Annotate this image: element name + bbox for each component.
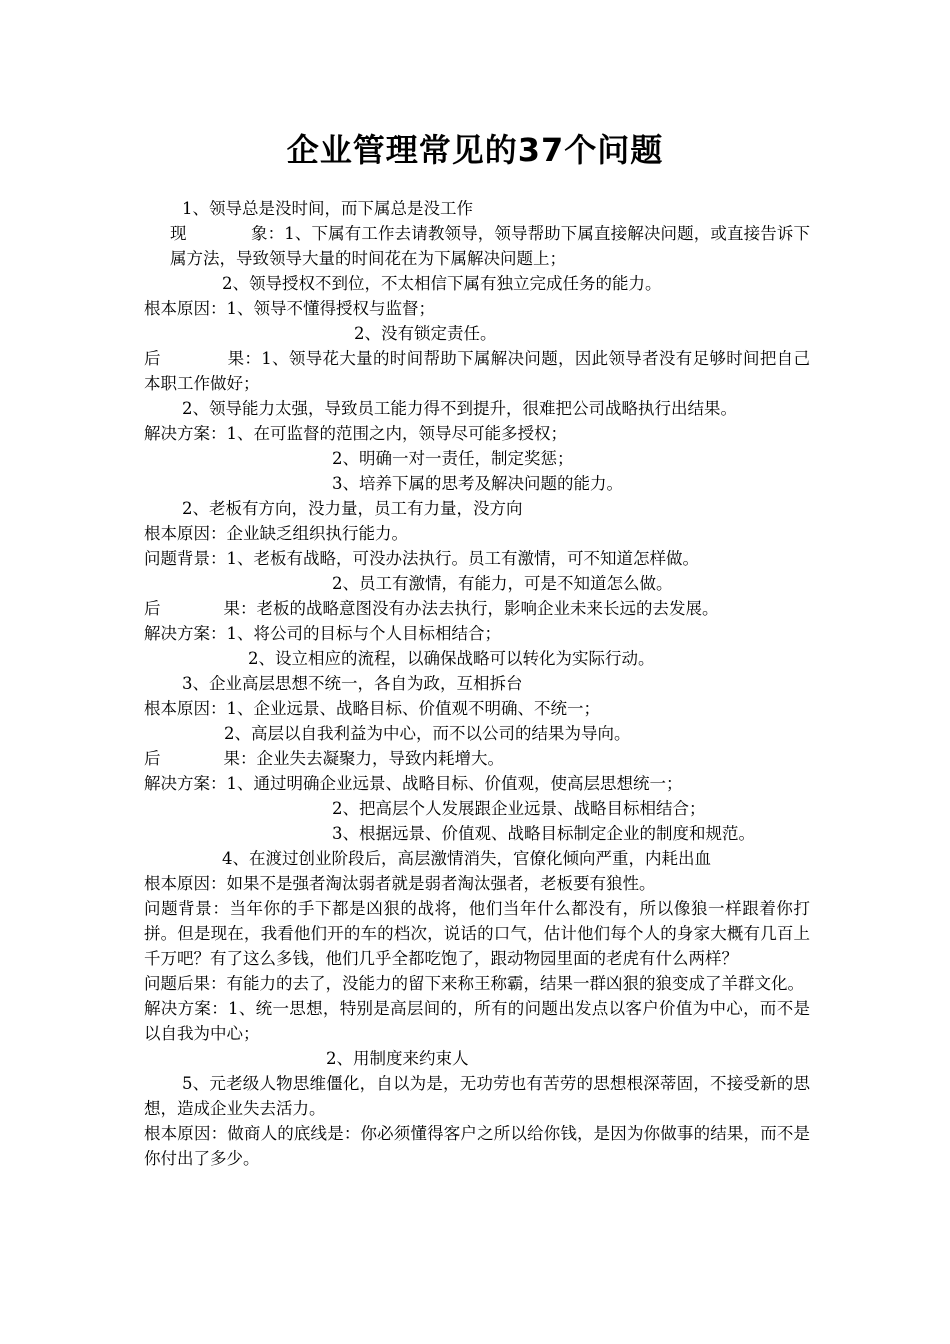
paragraph: 根本原因：企业缺乏组织执行能力。 xyxy=(144,524,408,543)
paragraph: 后 果：企业失去凝聚力，导致内耗增大。 xyxy=(144,749,504,768)
paragraph: 问题后果：有能力的去了，没能力的留下来称王称霸，结果一群凶狠的狼变成了羊群文化。 xyxy=(144,974,804,993)
paragraph: 2、把高层个人发展跟企业远景、战略目标相结合； xyxy=(332,799,706,818)
paragraph: 根本原因：如果不是强者淘汰弱者就是弱者淘汰强者，老板要有狼性。 xyxy=(144,874,656,893)
section-heading-4: 4、在渡过创业阶段后，高层激情消失，官僚化倾向严重，内耗出血 xyxy=(222,849,711,868)
section-heading-2: 2、老板有方向，没力量，员工有力量，没方向 xyxy=(182,499,523,518)
paragraph: 解决方案：1、通过明确企业远景、战略目标、价值观，使高层思想统一； xyxy=(144,774,683,793)
paragraph: 2、设立相应的流程，以确保战略可以转化为实际行动。 xyxy=(248,649,655,668)
paragraph: 后 果：老板的战略意图没有办法去执行，影响企业未来长远的去发展。 xyxy=(144,599,719,618)
paragraph: 2、员工有激情，有能力，可是不知道怎么做。 xyxy=(332,574,673,593)
section-heading-5: 5、元老级人物思维僵化，自以为是，无功劳也有苦劳的思想根深蒂固，不接受新的思想，造成企业失去活力。 xyxy=(144,1074,810,1118)
paragraph: 解决方案：1、统一思想，特别是高层间的，所有的问题出发点以客户价值为中心，而不是以自我为中心； xyxy=(144,999,810,1043)
section-heading-3: 3、企业高层思想不统一，各自为政，互相拆台 xyxy=(182,674,523,693)
paragraph: 根本原因：1、企业远景、战略目标、价值观不明确、不统一； xyxy=(144,699,600,718)
paragraph: 问题背景：当年你的手下都是凶狠的战将，他们当年什么都没有，所以像狼一样跟着你打拼。但是现在，我看他们开的车的档次，说话的口气，估计他们每个人的身家大概有几百上千万吧？有了这么多钱，他们几乎全都吃饱了，跟动物园里面的老虎有什么两样？ xyxy=(144,899,810,968)
paragraph: 后 果：1、领导花大量的时间帮助下属解决问题，因此领导者没有足够时间把自己本职工作做好； xyxy=(144,349,810,393)
paragraph: 解决方案：1、在可监督的范围之内，领导尽可能多授权； xyxy=(144,424,567,443)
paragraph: 2、高层以自我利益为中心，而不以公司的结果为导向。 xyxy=(224,724,631,743)
paragraph: 2、领导授权不到位，不太相信下属有独立完成任务的能力。 xyxy=(222,274,662,293)
paragraph: 3、培养下属的思考及解决问题的能力。 xyxy=(332,474,623,493)
paragraph: 问题背景：1、老板有战略，可没办法执行。员工有激情，可不知道怎样做。 xyxy=(144,549,699,568)
paragraph: 2、领导能力太强，导致员工能力得不到提升，很难把公司战略执行出结果。 xyxy=(182,399,737,418)
paragraph: 现 象：1、下属有工作去请教领导，领导帮助下属直接解决问题，或直接告诉下属方法，导致领导大量的时间花在为下属解决问题上； xyxy=(170,224,810,268)
section-heading-1: 1、领导总是没时间，而下属总是没工作 xyxy=(182,199,473,218)
paragraph: 根本原因：做商人的底线是：你必须懂得客户之所以给你钱，是因为你做事的结果，而不是你付出了多少。 xyxy=(144,1124,810,1168)
document-title: 企业管理常见的37个问题 xyxy=(286,131,664,169)
paragraph: 根本原因：1、领导不懂得授权与监督； xyxy=(144,299,435,318)
document-body xyxy=(144,196,810,1171)
paragraph: 3、根据远景、价值观、战略目标制定企业的制度和规范。 xyxy=(332,824,755,843)
paragraph: 解决方案：1、将公司的目标与个人目标相结合； xyxy=(144,624,501,643)
paragraph: 2、没有锁定责任。 xyxy=(354,324,497,343)
paragraph: 2、明确一对一责任，制定奖惩； xyxy=(332,449,574,468)
paragraph: 2、用制度来约束人 xyxy=(326,1049,469,1068)
